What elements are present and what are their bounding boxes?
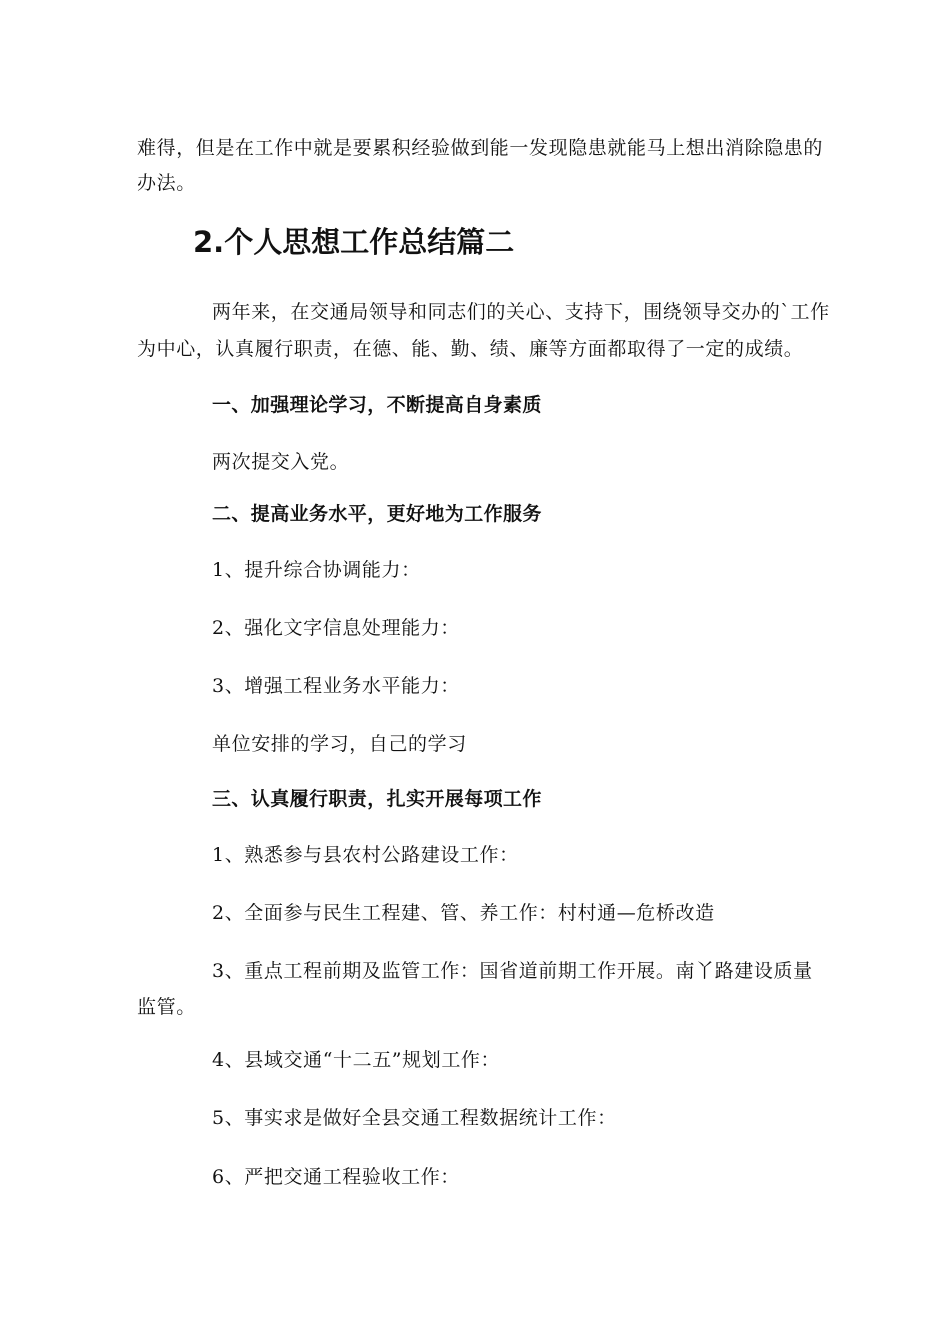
opening-paragraph-line-1: 两年来，在交通局领导和同志们的关心、支持下，围绕领导交办的`工作 [212, 301, 830, 323]
part2-title: 二、提高业务水平，更好地为工作服务 [212, 503, 542, 525]
part3-item-6: 6、严把交通工程验收工作： [212, 1166, 460, 1188]
part3-item-4: 4、县域交通“十二五”规划工作： [212, 1049, 501, 1071]
part3-item-2: 2、全面参与民生工程建、管、养工作：村村通—危桥改造 [212, 902, 715, 924]
part3-item-5: 5、事实求是做好全县交通工程数据统计工作： [212, 1107, 617, 1129]
intro-line-1: 难得，但是在工作中就是要累积经验做到能一发现隐患就能马上想出消除隐患的 [137, 137, 824, 159]
part3-title: 三、认真履行职责，扎实开展每项工作 [212, 788, 542, 810]
part1-title: 一、加强理论学习，不断提高自身素质 [212, 394, 542, 416]
section-title: 2.个人思想工作总结篇二 [193, 225, 515, 259]
part1-text: 两次提交入党。 [212, 451, 350, 473]
part3-item-3-continuation: 监管。 [137, 996, 196, 1018]
intro-line-2: 办法。 [137, 172, 196, 194]
part3-item-3: 3、重点工程前期及监管工作：国省道前期工作开展。南丫路建设质量 [212, 960, 813, 982]
opening-paragraph-line-2: 为中心，认真履行职责，在德、能、勤、绩、廉等方面都取得了一定的成绩。 [137, 338, 804, 360]
part2-item-1: 1、提升综合协调能力： [212, 559, 421, 581]
part3-item-1: 1、熟悉参与县农村公路建设工作： [212, 844, 519, 866]
part2-item-2: 2、强化文字信息处理能力： [212, 617, 460, 639]
part2-text: 单位安排的学习，自己的学习 [212, 733, 467, 755]
part2-item-3: 3、增强工程业务水平能力： [212, 675, 460, 697]
